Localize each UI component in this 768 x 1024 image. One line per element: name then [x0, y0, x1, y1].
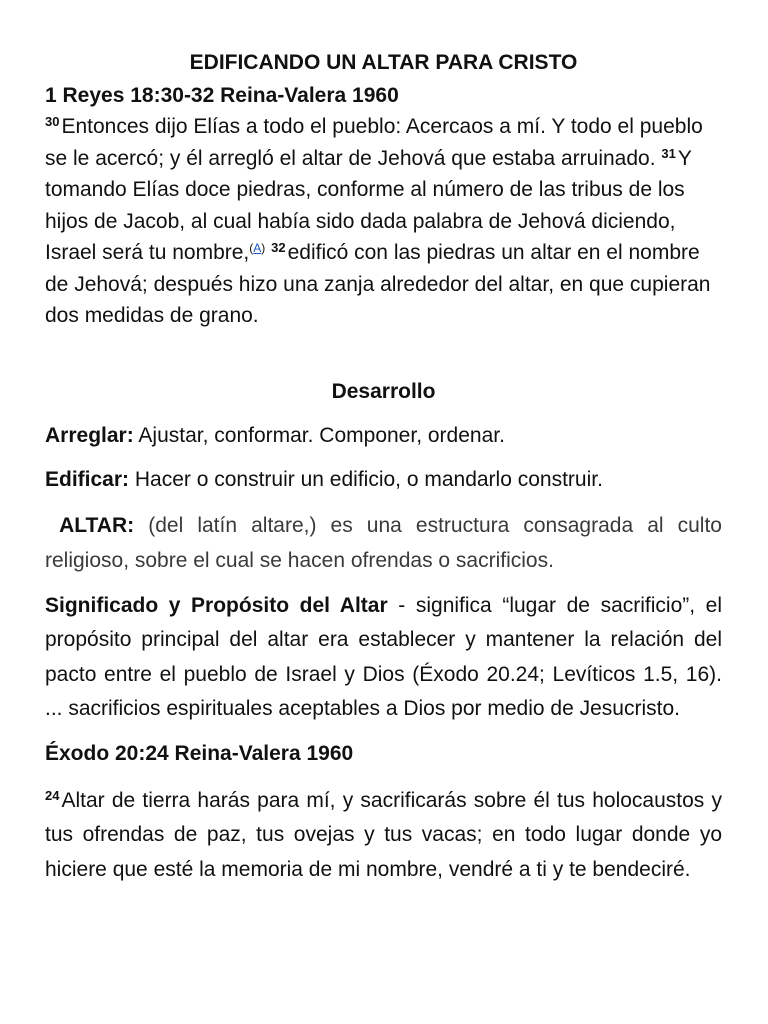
exodus-verse — [45, 784, 722, 888]
footnote-link[interactable] — [249, 241, 265, 255]
definition-arreglar — [45, 421, 722, 451]
definition-term-altar: ALTAR: — [59, 513, 135, 537]
verse-30-text: Entonces dijo Elías a todo el pueblo: Acercaos a mí. Y todo el pueblo se le acercó; y él arregló el altar de Jehová que estaba arruinado. — [45, 115, 703, 170]
definition-altar — [45, 508, 722, 578]
footnote-letter[interactable]: A — [253, 241, 262, 255]
verse-32-text: edificó con las piedras un altar en el nombre de Jehová; después hizo una zanja alrededor del altar, en que cupieran dos medidas de grano. — [45, 241, 711, 327]
verse-31-text: Y tomando Elías doce piedras, conforme al número de las tribus de los hijos de Jacob, al cual había sido dada palabra de Jehová diciendo, Israel será tu nombre, — [45, 146, 692, 264]
definition-term-arreglar: Arreglar: — [45, 423, 134, 447]
verse-24-text: Altar de tierra harás para mí, y sacrificarás sobre él tus holocaustos y tus ofrendas de paz, tus ovejas y tus vacas; en todo lugar donde yo hiciere que esté la memoria de mi nombre, vendré a ti y te bendeciré. — [45, 788, 722, 881]
verse-number-24: 24 — [45, 787, 60, 803]
definition-term-meaning: Significado y Propósito del Altar — [45, 593, 388, 617]
passage-heading: 1 Reyes 18:30-32 Reina-Valera 1960 — [45, 84, 399, 107]
verse-number-30: 30 — [45, 114, 60, 129]
definition-text-altar: (del latín altare,) es una estructura consagrada al culto religioso, sobre el cual se hacen ofrendas o sacrificios. — [45, 513, 722, 572]
definition-meaning — [45, 589, 722, 727]
document-title: EDIFICANDO UN ALTAR PARA CRISTO — [189, 51, 578, 74]
definition-text-arreglar: Ajustar, conformar. Componer, ordenar. — [138, 423, 505, 447]
verse-number-31: 31 — [661, 145, 676, 161]
document-page — [45, 48, 722, 908]
definition-term-edificar: Edificar: — [45, 467, 130, 491]
definition-edificar — [45, 465, 722, 495]
passage-text — [45, 111, 722, 332]
definition-text-meaning: - significa “lugar de sacrificio”, el propósito principal del altar era establecer y mantener la relación del pacto entre el pueblo de Israel y Dios (Éxodo 20.24; Levíticos 1.5, 16). ... sacrificios espirituales aceptables a Dios por medio de Jesucristo. — [45, 593, 723, 720]
footnote-open-paren: ( — [249, 241, 254, 255]
exodus-heading: Éxodo 20:24 Reina-Valera 1960 — [45, 741, 354, 765]
definition-text-edificar: Hacer o construir un edificio, o mandarlo construir. — [134, 467, 603, 491]
section-heading-desarrollo: Desarrollo — [331, 379, 436, 403]
footnote-close-paren: ) — [261, 241, 266, 255]
verse-number-32: 32 — [271, 240, 286, 255]
